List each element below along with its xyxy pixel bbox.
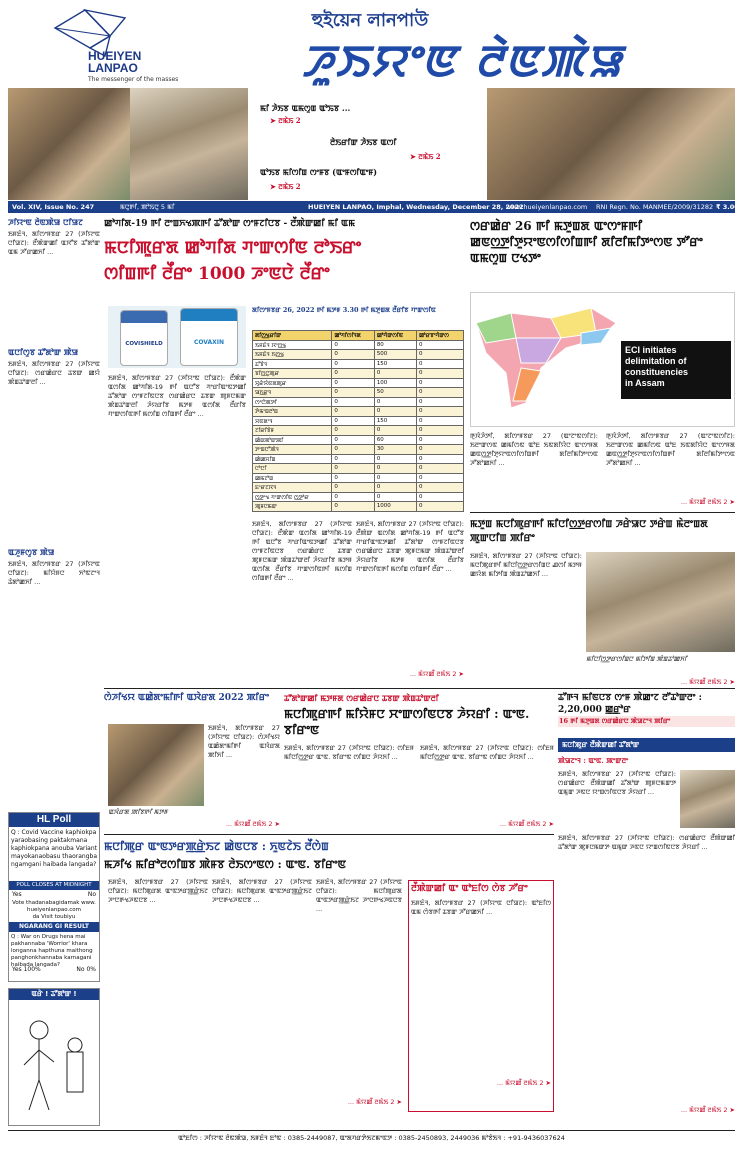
bottom-left-headline-1: ꯃꯅꯤꯄꯨꯔ ꯑꯦꯟꯇꯔꯄ꯭ꯔꯥꯏꯖ ꯀꯥꯟꯅꯕ : ꯈꯨꯟꯖꯥꯏ ꯂꯩꯁꯥꯡ (104, 840, 329, 853)
table-cell: 0 (332, 492, 374, 502)
cartoon-box (8, 988, 100, 1126)
ministers-headline: ꯃꯇꯨꯡ ꯃꯅꯤꯄꯨꯔꯒꯤ ꯃꯤꯅꯤꯁ꯭ꯇꯔꯁꯤꯡ ꯍꯔꯥꯎꯅ ꯇꯔꯥꯡ ꯃꯥꯂꯦꯡꯗ ꯄꯨꯛꯅꯤꯡ ꯄꯤꯔꯦ (470, 519, 708, 544)
table-cell: ꯕꯤꯁ꯭ꯅꯨꯄꯨꯔ (253, 369, 332, 379)
table-cell: ꯄꯨꯝꯅꯃꯛ (253, 502, 332, 512)
bottom-right-headline: ꯂꯩꯄꯥꯛꯀꯤ ꯑꯦ ꯑꯣꯐꯤꯁ ꯁꯥꯕ ꯍꯧꯔꯦ (411, 884, 528, 894)
ministers-body: ꯏꯝꯐꯥꯜ, ꯗꯤꯁꯦꯝꯕꯔ 27 (ꯍꯤꯌꯦꯟ ꯅꯤꯎꯖ): ꯃꯅꯤꯄꯨꯔꯒꯤ ꯃꯤꯅꯤꯁ꯭ꯇꯔꯁꯤꯡꯅ ꯉꯁꯤ ꯃꯇꯝ ꯀꯌꯥꯗ ꯃꯤꯇꯤꯡ ꯄꯥꯡꯊꯣꯀꯈꯤ ... (470, 552, 582, 578)
assam-map-icon (471, 293, 621, 423)
table-cell: 0 (332, 407, 374, 417)
left-body3: ꯏꯝꯐꯥꯜ, ꯗꯤꯁꯦꯝꯕꯔ 27 (ꯍꯤꯌꯦꯟ ꯅꯤꯎꯖ): ꯃꯤꯌꯥꯝꯅ ꯈꯣꯟꯖꯦꯜ ꯊꯥꯗꯣꯀꯈꯤ ... (8, 560, 100, 586)
vote-line1: Vote thadanabagidamak www. (12, 900, 96, 906)
mayek-date: ꯃꯅꯨꯒꯤ, ꯄꯣꯢꯅꯨ 5 ꯃꯤ (120, 203, 175, 211)
map-caption-1: ECI initiates (625, 345, 677, 355)
table-cell: ꯎꯈ꯭ꯔꯨꯜ (253, 388, 332, 398)
award-body: ꯏꯝꯐꯥꯜ, ꯗꯤꯁꯦꯝꯕꯔ 27 (ꯍꯤꯌꯦꯟ ꯅꯤꯎꯖ): ꯁꯥꯍꯤꯠꯌ ꯑꯀꯥꯗꯦꯃꯤꯒꯤ ꯑꯋꯥꯔꯗ ꯄꯤꯈꯤ ... (208, 724, 280, 759)
table-row (253, 350, 464, 360)
teaser-2: ꯂꯥꯏꯔꯤꯛ ꯍꯥꯏꯕ ꯑꯁꯤ (330, 137, 397, 147)
table-cell: ꯖꯤꯔꯤꯕꯥꯝ (253, 426, 332, 436)
table-cell: 0 (416, 378, 463, 388)
table-cell: 0 (374, 492, 416, 502)
table-row (253, 369, 464, 379)
ministers-caption: ꯃꯤꯅꯤꯁ꯭ꯇꯔꯁꯤꯡꯅ ꯃꯤꯇꯤꯡ ꯄꯥꯡꯊꯣꯀꯈꯤ (586, 655, 687, 663)
table-cell: 0 (416, 369, 463, 379)
table-cell: ꯅꯣꯅꯤ (253, 464, 332, 474)
table-cell: 0 (332, 454, 374, 464)
budget-body-top: ꯏꯝꯐꯥꯜ, ꯗꯤꯁꯦꯝꯕꯔ 27 (ꯍꯤꯌꯦꯟ ꯅꯤꯎꯖ): ꯁꯔꯀꯥꯔꯅ ꯂꯩꯄꯥꯛꯀꯤ ꯊꯧꯗꯣꯛ ꯄꯨꯝꯅꯃꯛꯇ ꯑꯃꯨꯛ ꯍꯟꯅ ꯌꯦꯡꯁꯤꯟꯅꯕ ꯍꯥꯌꯔꯤ ... (558, 770, 676, 796)
table-cell: 0 (416, 397, 463, 407)
table-cell: 0 (332, 435, 374, 445)
volume: Vol. XIV, Issue No. 247 (12, 203, 95, 211)
table-row (253, 359, 464, 369)
poll-heading: HL Poll (9, 813, 99, 827)
table-header-cell: ꯀꯣꯔꯕꯦꯚꯥꯛꯁ (416, 331, 463, 341)
logo-tagline: The messenger of the masses (88, 76, 179, 83)
table-cell: 0 (332, 445, 374, 455)
table-cell: 0 (416, 492, 463, 502)
masthead-title-bengali: হুইয়েন লানপাউ (311, 10, 429, 31)
hl-poll (8, 812, 100, 982)
table-row (253, 378, 464, 388)
table-cell: 0 (332, 340, 374, 350)
table-cell: ꯏꯝꯐꯥꯜ ꯏꯁ꯭ꯠ (253, 350, 332, 360)
lead-body-col1: ꯏꯝꯐꯥꯜ, ꯗꯤꯁꯦꯝꯕꯔ 27 (ꯍꯤꯌꯦꯟ ꯅꯤꯎꯖ): ꯂꯩꯄꯥꯛ ꯑꯁꯤꯗ ꯀꯣꯚꯤꯗ-19 ꯒꯤ ꯑꯅꯧꯕ ꯚꯦꯔꯤꯑꯦꯟꯇꯀꯤ ꯊꯧꯗꯣꯛ ꯁꯦꯝꯖꯤꯟꯅꯕ ꯁꯔꯀꯥꯔꯅ ꯊꯕꯛ ꯄꯨꯝꯅꯃꯛ ꯄꯥꯡꯊꯣꯛꯂꯤ ꯍꯥꯌꯔꯤꯕ ꯃꯇꯝ ꯑꯁꯤꯗ ꯂꯩꯔꯤꯕ ꯚꯦꯛꯁꯤꯟꯒꯤ ꯃꯁꯤꯡ ꯁꯤꯡꯒꯤ ꯂꯩꯔꯦ ... (108, 374, 246, 418)
table-row (253, 473, 464, 483)
table-cell: 100 (374, 378, 416, 388)
teaser-1-page: ➤ ꯂꯃꯥꯏ 2 (270, 116, 301, 125)
table-cell: 0 (416, 473, 463, 483)
table-cell: ꯁ꯭ꯇꯦꯠ ꯚꯦꯛꯁꯤꯟ ꯁ꯭ꯇꯣꯔ (253, 492, 332, 502)
assam-headline: ꯁꯔꯀꯥꯔ 26 ꯒꯤ ꯃꯇꯨꯡꯗ ꯑꯦꯁꯦꯝꯒꯤ ꯀꯟꯁ꯭ꯇꯤꯇꯨꯌꯦꯟꯁꯤꯁꯤꯡꯒꯤ ꯗꯤꯂꯤꯃꯤꯇꯦꯁꯟ ꯇꯧꯔꯦ ꯑꯃꯁꯨꯡ ꯅꯠꯇꯦ (470, 219, 703, 265)
budget-body: ꯏꯝꯐꯥꯜ, ꯗꯤꯁꯦꯝꯕꯔ 27 (ꯍꯤꯌꯦꯟ ꯅꯤꯎꯖ): ꯁꯔꯀꯥꯔꯅ ꯂꯩꯄꯥꯛꯀꯤ ꯊꯧꯗꯣꯛ ꯄꯨꯝꯅꯃꯛꯇ ꯑꯃꯨꯛ ꯍꯟꯅ ꯌꯦꯡꯁꯤꯟꯅꯕ ꯍꯥꯌꯔꯤ ... (558, 834, 735, 851)
table-cell: 0 (332, 388, 374, 398)
bottom-right-body: ꯏꯝꯐꯥꯜ, ꯗꯤꯁꯦꯝꯕꯔ 27 (ꯍꯤꯌꯦꯟ ꯅꯤꯎꯖ): ꯑꯣꯐꯤꯁ ꯑꯃ ꯁꯥꯕꯒꯤ ꯊꯕꯛ ꯍꯧꯔꯀꯈꯤ ... (411, 899, 551, 916)
table-cell: 150 (374, 416, 416, 426)
lead-headline-2: ꯁꯤꯡꯒꯤ ꯂꯩꯔꯦ 1000 ꯍꯦꯟꯅꯥ ꯂꯩꯔꯦ (104, 264, 330, 284)
table-cell: 0 (332, 397, 374, 407)
lead-headline-1: ꯃꯅꯤꯄꯨꯔꯗ ꯀꯣꯚꯤꯗ ꯚꯦꯛꯁꯤꯟ ꯂꯣꯏꯔꯦ (104, 238, 362, 258)
cm-body-col1: ꯏꯝꯐꯥꯜ, ꯗꯤꯁꯦꯝꯕꯔ 27 (ꯍꯤꯌꯦꯟ ꯅꯤꯎꯖ): ꯁꯤꯐꯝ ꯃꯤꯅꯤꯁ꯭ꯇꯔ ꯑꯦꯟ. ꯕꯤꯔꯦꯟ ꯁꯤꯡꯅ ꯍꯥꯌꯈꯤ ... (284, 744, 414, 761)
table-row (253, 454, 464, 464)
masthead-title: ꯍꯨꯏꯌꯦꯟ ꯂꯥꯟꯄꯥꯎ (301, 36, 624, 87)
table-cell: 500 (374, 350, 416, 360)
table-cell: 0 (374, 464, 416, 474)
top-teasers (250, 100, 485, 196)
table-row (253, 464, 464, 474)
map-caption-3: constituencies (625, 367, 689, 377)
table-row (253, 435, 464, 445)
table-cell: 0 (332, 416, 374, 426)
logo-name-line2: LANPAO (88, 61, 138, 75)
rni: RNI Regn. No. MANMEE/2009/31282 (596, 203, 714, 211)
table-cell: 0 (374, 426, 416, 436)
poll-no-option[interactable]: No (87, 891, 96, 898)
table-cell: 0 (332, 426, 374, 436)
table-cell: 50 (374, 388, 416, 398)
table-row (253, 445, 464, 455)
left-body1: ꯏꯝꯐꯥꯜ, ꯗꯤꯁꯦꯝꯕꯔ 27 (ꯍꯤꯌꯦꯟ ꯅꯤꯎꯖ): ꯂꯩꯄꯥꯛꯀꯤ ꯑꯆꯧꯕ ꯊꯧꯗꯣꯛ ꯑꯃ ꯍꯧꯔꯀꯈꯤ ... (8, 230, 100, 256)
bottom-left-body-col1: ꯏꯝꯐꯥꯜ, ꯗꯤꯁꯦꯝꯕꯔ 27 (ꯍꯤꯌꯦꯟ ꯅꯤꯎꯖ): ꯃꯅꯤꯄꯨꯔꯗ ꯑꯦꯟꯇꯔꯄ꯭ꯔꯥꯏꯖ ꯍꯦꯅꯒꯠꯍꯟꯅꯕ ... (108, 878, 208, 904)
table-cell: 1000 (374, 502, 416, 512)
poll-question: Q : Covid Vaccine kaphiokpa yaraobasing paktakmana kaphiokpana anouba Variant mayokanaobasu thaorangba ngamgani haibada langada? (11, 829, 98, 868)
ministers-more[interactable]: ... ꯃꯥꯌꯀꯩ ꯂꯃꯥꯏ 2 ➤ (680, 678, 735, 686)
table-cell: 80 (374, 340, 416, 350)
poll-yes-option[interactable]: Yes (12, 891, 22, 898)
table-row (253, 483, 464, 493)
cm-more[interactable]: ... ꯃꯥꯌꯀꯩ ꯂꯃꯥꯏ 2 ➤ (499, 820, 554, 828)
table-cell: 0 (416, 388, 463, 398)
left-h2: ꯑꯅꯤꯁꯨꯕ ꯊꯧꯗꯣꯛ ꯄꯥꯎ (8, 347, 79, 357)
table-cell: 0 (416, 445, 463, 455)
table-row (253, 340, 464, 350)
table-row (253, 492, 464, 502)
cartoon-drawing-icon (9, 1000, 99, 1124)
poll-result-question: Q : War on Drugs hena mai pakhannaba 'Worrior' khara longanna hapthuna maithong panghonkhannaba karnagani haibada langada? (11, 934, 93, 968)
cartoon-title: ꯑꯔꯥ ! ꯊꯧꯗꯣꯛ ! (9, 989, 99, 1000)
lead-kicker: ꯀꯣꯚꯤꯗ-19 ꯒꯤ ꯂꯦꯡꯈꯠꯄꯒꯤ ꯊꯧꯗꯣꯛ ꯁꯦꯝꯖꯤꯅꯕ - ꯂꯩꯄꯥꯛꯀꯤ ꯃꯤ ꯑꯃ (104, 219, 355, 229)
table-cell: 0 (416, 359, 463, 369)
table-cell: 0 (374, 397, 416, 407)
map-caption-2: delimitation of (625, 356, 687, 366)
lead-body-col2: ꯏꯝꯐꯥꯜ, ꯗꯤꯁꯦꯝꯕꯔ 27 (ꯍꯤꯌꯦꯟ ꯅꯤꯎꯖ): ꯂꯩꯄꯥꯛ ꯑꯁꯤꯗ ꯀꯣꯚꯤꯗ-19 ꯒꯤ ꯑꯅꯧꯕ ꯚꯦꯔꯤꯑꯦꯟꯇꯀꯤ ꯊꯧꯗꯣꯛ ꯁꯦꯝꯖꯤꯟꯅꯕ ꯁꯔꯀꯥꯔꯅ ꯊꯕꯛ ꯄꯨꯝꯅꯃꯛ ꯄꯥꯡꯊꯣꯛꯂꯤ ꯍꯥꯌꯔꯤꯕ ꯃꯇꯝ ꯑꯁꯤꯗ ꯂꯩꯔꯤꯕ ꯚꯦꯛꯁꯤꯟꯒꯤ ꯃꯁꯤꯡ ꯁꯤꯡꯒꯤ ꯂꯩꯔꯦ ... (252, 520, 352, 582)
logo-name-line1: HUEIYEN (88, 49, 142, 63)
divider (104, 834, 554, 835)
divider (104, 688, 735, 689)
table-cell: ꯆꯨꯔꯥꯆꯥꯟꯗꯄꯨꯔ (253, 378, 332, 388)
table-header-cell: ꯀꯣꯚꯥꯛꯁꯤꯟ (374, 331, 416, 341)
table-row (253, 397, 464, 407)
table-cell: 0 (416, 502, 463, 512)
covaxin-label: COVAXIN (193, 339, 225, 346)
table-cell: 0 (332, 350, 374, 360)
award-headline: ꯁꯥꯍꯤꯠꯌ ꯑꯀꯥꯗꯦꯃꯤꯒꯤ ꯑꯋꯥꯔꯗ 2022 ꯄꯤꯔꯦ (104, 693, 269, 703)
table-cell: 0 (332, 378, 374, 388)
map-caption-4: in Assam (625, 378, 665, 388)
table-cell: 0 (416, 350, 463, 360)
left-h1: ꯍꯤꯌꯦꯟ ꯂꯥꯟꯄꯥꯎ ꯅꯤꯎꯖ (8, 217, 83, 227)
teaser-3: ꯑꯣꯏꯕ ꯃꯤꯁꯤꯡ ꯁꯦꯝꯕ (ꯑꯦꯝꯁꯤꯑꯦꯝ) (260, 167, 378, 177)
budget-headline: ꯊꯧꯒꯜ ꯃꯤꯟꯅꯕ ꯁꯦꯝ ꯄꯥꯀꯦꯖ ꯂꯧꯊꯣꯛꯂꯦ : 2,20,000 ꯀ꯭ꯔꯣꯔ (558, 693, 702, 715)
table-cell: ꯇꯥꯃꯦꯡꯂꯣꯡ (253, 407, 332, 417)
lead-body-col3: ꯏꯝꯐꯥꯜ, ꯗꯤꯁꯦꯝꯕꯔ 27 (ꯍꯤꯌꯦꯟ ꯅꯤꯎꯖ): ꯂꯩꯄꯥꯛ ꯑꯁꯤꯗ ꯀꯣꯚꯤꯗ-19 ꯒꯤ ꯑꯅꯧꯕ ꯚꯦꯔꯤꯑꯦꯟꯇꯀꯤ ꯊꯧꯗꯣꯛ ꯁꯦꯝꯖꯤꯟꯅꯕ ꯁꯔꯀꯥꯔꯅ ꯊꯕꯛ ꯄꯨꯝꯅꯃꯛ ꯄꯥꯡꯊꯣꯛꯂꯤ ꯍꯥꯌꯔꯤꯕ ꯃꯇꯝ ꯑꯁꯤꯗ ꯂꯩꯔꯤꯕ ꯚꯦꯛꯁꯤꯟꯒꯤ ꯃꯁꯤꯡ ꯁꯤꯡꯒꯤ ꯂꯩꯔꯦ ... (356, 520, 464, 573)
table-cell: ꯊꯧꯕꯥꯜ (253, 359, 332, 369)
table-cell: 0 (374, 483, 416, 493)
teaser-2-page: ➤ ꯂꯃꯥꯏ 2 (410, 152, 441, 161)
logo-name (88, 50, 141, 74)
table-cell: ꯏꯝꯐꯥꯜ ꯋꯦꯁ꯭ꯠ (253, 340, 332, 350)
table-cell: 150 (374, 359, 416, 369)
table-cell: 60 (374, 435, 416, 445)
vaccine-table (252, 330, 464, 512)
vaccine-table-title: ꯗꯤꯁꯦꯝꯕꯔ 26, 2022 ꯒꯤ ꯃꯇꯝ 3.30 ꯒꯤ ꯃꯇꯨꯡꯗ ꯂꯩꯔꯤꯕ ꯚꯦꯛꯁꯤꯟ (252, 306, 436, 314)
table-cell: 0 (374, 473, 416, 483)
top-photo-left (8, 88, 130, 200)
table-cell: 0 (374, 454, 416, 464)
table-row (253, 502, 464, 512)
bottom-left-body-col3: ꯏꯝꯐꯥꯜ, ꯗꯤꯁꯦꯝꯕꯔ 27 (ꯍꯤꯌꯦꯟ ꯅꯤꯎꯖ): ꯃꯅꯤꯄꯨꯔꯗ ꯑꯦꯟꯇꯔꯄ꯭ꯔꯥꯏꯖ ꯍꯦꯅꯒꯠꯍꯟꯅꯕ ... (316, 878, 402, 913)
table-cell: 0 (332, 369, 374, 379)
table-cell: 0 (416, 483, 463, 493)
left-body2: ꯏꯝꯐꯥꯜ, ꯗꯤꯁꯦꯝꯕꯔ 27 (ꯍꯤꯌꯦꯟ ꯅꯤꯎꯖ): ꯁꯔꯀꯥꯔꯅ ꯊꯕꯛ ꯀꯌꯥ ꯄꯥꯡꯊꯣꯛꯂꯤ ... (8, 360, 100, 386)
cm-body-col2: ꯏꯝꯐꯥꯜ, ꯗꯤꯁꯦꯝꯕꯔ 27 (ꯍꯤꯌꯦꯟ ꯅꯤꯎꯖ): ꯁꯤꯐꯝ ꯃꯤꯅꯤꯁ꯭ꯇꯔ ꯑꯦꯟ. ꯕꯤꯔꯦꯟ ꯁꯤꯡꯅ ꯍꯥꯌꯈꯤ ... (420, 744, 554, 761)
budget-more[interactable]: ... ꯃꯥꯌꯀꯩ ꯂꯃꯥꯏ 2 ➤ (680, 1106, 735, 1114)
table-cell: 0 (416, 416, 463, 426)
bottom-right-box (408, 880, 554, 1112)
budget-byline: ꯄꯥꯎꯖꯦꯜ : ꯑꯦꯟ. ꯄꯦꯛꯂꯦ (558, 756, 629, 765)
table-cell: 0 (416, 340, 463, 350)
poll-result-yes: Yes 100% (12, 966, 41, 973)
divider (470, 512, 735, 513)
budget-portrait (680, 770, 735, 828)
left-column (8, 216, 100, 806)
table-cell: 0 (332, 483, 374, 493)
table-header-cell: ꯗꯤꯁ꯭ꯠꯔꯤꯛ (253, 331, 332, 341)
assam-more[interactable]: ... ꯃꯥꯌꯀꯩ ꯂꯃꯥꯏ 2 ➤ (680, 498, 735, 506)
table-cell: 0 (374, 407, 416, 417)
award-caption: ꯑꯋꯥꯔꯗ ꯄꯤꯕꯒꯤ ꯃꯇꯝ (108, 808, 168, 816)
table-cell: 0 (416, 435, 463, 445)
covishield-label: COVISHIELD (125, 341, 163, 347)
table-cell: 0 (416, 454, 463, 464)
table-cell: 0 (416, 464, 463, 474)
assam-body-col2: ꯒꯨꯋꯥꯍꯥꯇꯤ, ꯗꯤꯁꯦꯝꯕꯔ 27 (ꯑꯦꯖꯦꯟꯁꯤꯖ): ꯏꯂꯦꯛꯁꯟ ꯀꯃꯤꯁꯟ ꯑꯣꯐ ꯏꯟꯗꯤꯌꯥꯅ ꯑꯦꯁꯦꯝꯗ ꯀꯟꯁ꯭ꯇꯤꯇꯨꯌꯦꯟꯁꯤꯁꯤꯡꯒꯤ ꯗꯤꯂꯤꯃꯤꯇꯦꯁꯟ ꯍꯧꯗꯣꯀꯈꯤ ... (606, 432, 735, 467)
table-cell: 30 (374, 445, 416, 455)
top-photo-left-2 (130, 88, 248, 200)
poll-result-heading: NGARANG GI RESULT (9, 922, 99, 932)
table-cell: 0 (416, 407, 463, 417)
table-cell: 0 (374, 369, 416, 379)
table-cell: ꯀꯥꯡꯄꯣꯛꯄꯤ (253, 435, 332, 445)
teaser-1: ꯃꯤ ꯍꯥꯏꯕ ꯑꯃꯁꯨꯡ ꯑꯣꯢꯕ ... (260, 103, 351, 113)
table-cell: ꯇꯦꯡꯅꯧꯄꯥꯜ (253, 445, 332, 455)
table-cell: 0 (416, 426, 463, 436)
table-row (253, 407, 464, 417)
footer-imprint: ꯑꯣꯐꯤꯁ : ꯍꯤꯌꯦꯟ ꯂꯥꯟꯄꯥꯎ, ꯏꯝꯐꯥꯜ ꯐꯣꯟ : 0385-2449087, ꯑꯦꯗꯚꯔꯇꯥꯏꯖꯃꯦꯟꯇ : 0385-2450893, 2449036 ꯃꯣꯕꯥꯏꯜ : +91-9436037624 (178, 1134, 565, 1142)
bottom-left-more[interactable]: ... ꯃꯥꯌꯀꯩ ꯂꯃꯥꯏ 2 ➤ (347, 1098, 402, 1106)
covishield-vial (120, 310, 168, 366)
lead-more[interactable]: ... ꯃꯥꯌꯀꯩ ꯂꯃꯥꯏ 2 ➤ (409, 670, 464, 678)
bottom-left-headline-2: ꯃꯍꯤꯠ ꯃꯤꯔꯣꯂꯁꯤꯡꯕ ꯄꯥꯝꯕ ꯂꯥꯏꯁꯦꯟꯁ : ꯑꯦꯟ. ꯕꯤꯔꯦꯟ (104, 858, 347, 871)
budget-kicker: 16 ꯒꯤ ꯃꯇꯨꯡꯗ ꯁꯔꯀꯥꯔꯅ ꯄꯥꯎꯖꯦꯜ ꯄꯤꯔꯦ (558, 716, 735, 727)
cm-kicker: ꯊꯧꯗꯣꯛꯀꯤ ꯃꯇꯝꯗ ꯁꯔꯀꯥꯔꯅ ꯊꯕꯛ ꯄꯥꯡꯊꯣꯛꯂꯤ (284, 693, 439, 703)
table-cell: 0 (332, 359, 374, 369)
table-cell: 0 (332, 502, 374, 512)
assam-map (470, 292, 735, 427)
divider (8, 1130, 735, 1131)
table-cell: ꯐꯦꯔꯖꯋꯜ (253, 483, 332, 493)
table-cell: 0 (332, 473, 374, 483)
table-cell: ꯁꯦꯅꯥꯄꯇꯤ (253, 397, 332, 407)
table-row (253, 388, 464, 398)
dateline: HUEIYEN LANPAO, Imphal, Wednesday, December 28, 2022 (308, 203, 524, 211)
table-header-cell: ꯀꯣꯚꯤꯁꯤꯜꯗ (332, 331, 374, 341)
teaser-3-page: ➤ ꯂꯃꯥꯏ 2 (270, 182, 301, 191)
vaccine-photo (108, 306, 246, 368)
table-cell: ꯀꯃꯖꯣꯡ (253, 473, 332, 483)
poll-result-no: No 0% (76, 966, 96, 973)
covaxin-vial (180, 308, 238, 366)
table-cell: ꯆꯟꯗꯦꯜ (253, 416, 332, 426)
bottom-left-body-col2: ꯏꯝꯐꯥꯜ, ꯗꯤꯁꯦꯝꯕꯔ 27 (ꯍꯤꯌꯦꯟ ꯅꯤꯎꯖ): ꯃꯅꯤꯄꯨꯔꯗ ꯑꯦꯟꯇꯔꯄ꯭ꯔꯥꯏꯖ ꯍꯦꯅꯒꯠꯍꯟꯅꯕ ... (212, 878, 312, 904)
assam-body-col1: ꯒꯨꯋꯥꯍꯥꯇꯤ, ꯗꯤꯁꯦꯝꯕꯔ 27 (ꯑꯦꯖꯦꯟꯁꯤꯖ): ꯏꯂꯦꯛꯁꯟ ꯀꯃꯤꯁꯟ ꯑꯣꯐ ꯏꯟꯗꯤꯌꯥꯅ ꯑꯦꯁꯦꯝꯗ ꯀꯟꯁ꯭ꯇꯤꯇꯨꯌꯦꯟꯁꯤꯁꯤꯡꯒꯤ ꯗꯤꯂꯤꯃꯤꯇꯦꯁꯟ ꯍꯧꯗꯣꯀꯈꯤ ... (470, 432, 598, 467)
budget-section: ꯃꯅꯤꯄꯨꯔ ꯂꯩꯄꯥꯛꯀꯤ ꯊꯧꯗꯣꯛ (558, 738, 735, 752)
left-h3: ꯑꯍꯨꯝꯁꯨꯕ ꯄꯥꯎ (8, 547, 55, 557)
date-bar (8, 201, 739, 213)
price: ₹ 3.00 (716, 203, 739, 211)
top-photo-right (487, 88, 735, 200)
table-cell: 0 (332, 464, 374, 474)
website: www.hueiyenlanpao.com (506, 203, 588, 211)
table-cell: ꯀꯥꯀꯆꯤꯡ (253, 454, 332, 464)
table-row (253, 416, 464, 426)
vote-line2[interactable]: hueiyenlanpao.com (26, 907, 82, 913)
award-more[interactable]: ... ꯃꯥꯌꯀꯩ ꯂꯃꯥꯏ 2 ➤ (225, 820, 280, 828)
ministers-photo (586, 552, 735, 652)
cm-headline: ꯃꯅꯤꯄꯨꯔꯒꯤ ꯃꯤꯌꯥꯝꯅ ꯆꯦꯛꯁꯤꯟꯅꯕ ꯍꯥꯌꯔꯤ : ꯑꯦꯟ. ꯕꯤꯔꯦꯟ (284, 707, 530, 737)
award-photo (108, 724, 204, 806)
bottom-right-more[interactable]: ... ꯃꯥꯌꯀꯩ ꯂꯃꯥꯏ 2 ➤ (496, 1079, 551, 1087)
vote-line3: da Visit toubiyu (32, 914, 76, 920)
table-row (253, 426, 464, 436)
poll-closes: POLL CLOSES AT MIDNIGHT (9, 881, 99, 890)
